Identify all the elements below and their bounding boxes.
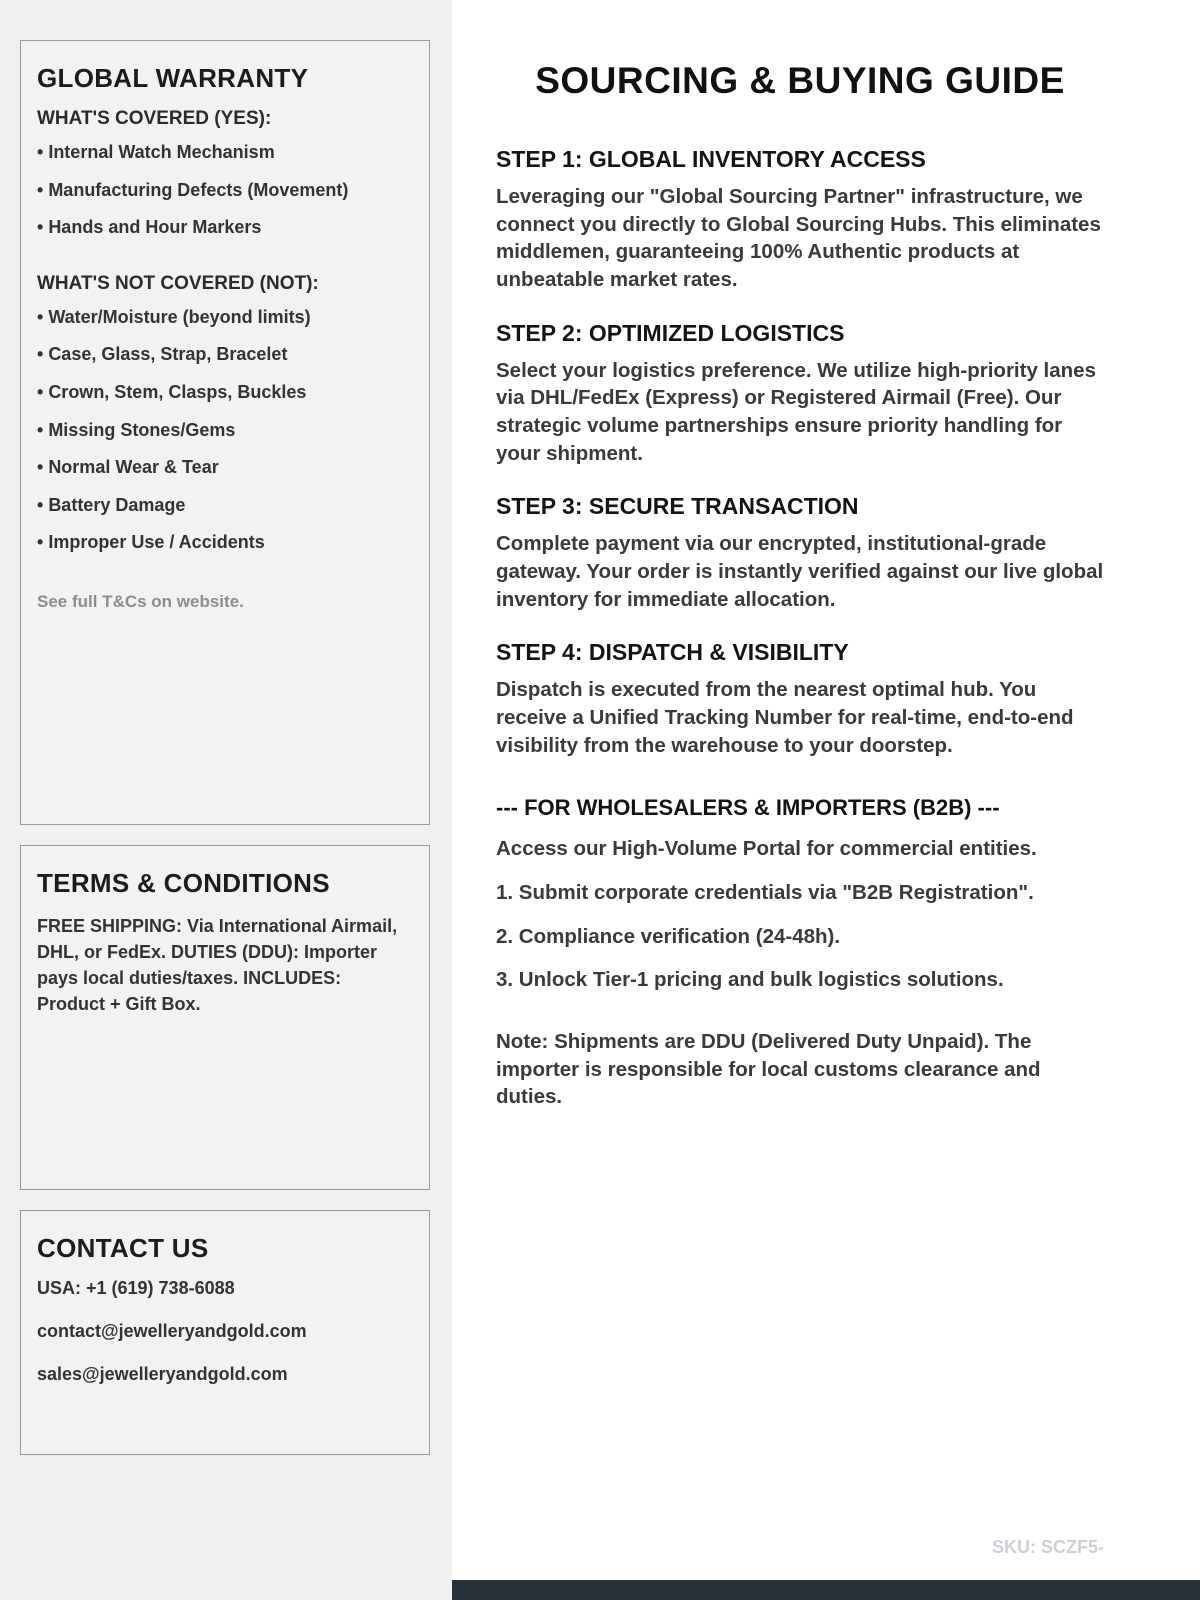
step-1-body: Leveraging our "Global Sourcing Partner" infrastructure, we connect you directly to Global Sourcing Hubs. This eliminates middlemen, guaranteeing 100% Authentic products at unbeatable market rates. xyxy=(496,185,1101,292)
warranty-not-covered-heading: WHAT'S NOT COVERED (NOT): xyxy=(37,272,319,294)
warranty-not-covered-list xyxy=(37,307,413,554)
list-item: • Battery Damage xyxy=(37,495,413,517)
step-1 xyxy=(496,146,1104,294)
footer-bar xyxy=(452,1580,1200,1600)
b2b-item-2: 2. Compliance verification (24-48h). xyxy=(496,924,841,948)
warranty-covered-list xyxy=(37,142,413,239)
step-3-body: Complete payment via our encrypted, institutional-grade gateway. Your order is instantly verified against our live global inventory for immediate allocation. xyxy=(496,532,1104,611)
step-1-heading: STEP 1: GLOBAL INVENTORY ACCESS xyxy=(496,146,926,172)
step-4-body: Dispatch is executed from the nearest optimal hub. You receive a Unified Tracking Number for real-time, end-to-end visibility from the warehouse to your doorstep. xyxy=(496,678,1074,757)
terms-box xyxy=(20,845,430,1190)
contact-email: contact@jewelleryandgold.com xyxy=(37,1321,307,1341)
contact-title: CONTACT US xyxy=(37,1233,209,1263)
warranty-footnote: See full T&Cs on website. xyxy=(37,591,244,611)
list-item: • Hands and Hour Markers xyxy=(37,217,413,239)
step-3 xyxy=(496,493,1104,613)
sales-email: sales@jewelleryandgold.com xyxy=(37,1364,288,1384)
b2b-intro: Access our High-Volume Portal for commercial entities. xyxy=(496,837,1037,861)
list-item: • Normal Wear & Tear xyxy=(37,457,413,479)
step-2-body: Select your logistics preference. We utilize high-priority lanes via DHL/FedEx (Express) or Registered Airmail (Free). Our strategic volume partnerships ensure priority handling for your shipment. xyxy=(496,358,1096,465)
step-4-heading: STEP 4: DISPATCH & VISIBILITY xyxy=(496,639,849,666)
b2b-item-1: 1. Submit corporate credentials via "B2B Registration". xyxy=(496,881,1034,905)
b2b-section xyxy=(496,795,1104,1111)
list-item: • Manufacturing Defects (Movement) xyxy=(37,180,413,202)
b2b-item-3: 3. Unlock Tier-1 pricing and bulk logistics solutions. xyxy=(496,968,1004,992)
step-2 xyxy=(496,320,1104,468)
list-item: • Crown, Stem, Clasps, Buckles xyxy=(37,382,413,404)
main-content xyxy=(452,0,1200,1600)
list-item: • Case, Glass, Strap, Bracelet xyxy=(37,344,413,366)
list-item: • Missing Stones/Gems xyxy=(37,420,413,442)
list-item: • Water/Moisture (beyond limits) xyxy=(37,307,413,329)
step-2-heading: STEP 2: OPTIMIZED LOGISTICS xyxy=(496,319,845,346)
terms-title: TERMS & CONDITIONS xyxy=(37,868,330,898)
sku-label: SKU: SCZF5- xyxy=(992,1537,1104,1557)
warranty-covered-heading: WHAT'S COVERED (YES): xyxy=(37,108,272,129)
list-item: • Improper Use / Accidents xyxy=(37,532,413,554)
step-3-heading: STEP 3: SECURE TRANSACTION xyxy=(496,493,859,520)
list-item: • Internal Watch Mechanism xyxy=(37,142,413,164)
page-title: SOURCING & BUYING GUIDE xyxy=(535,60,1065,101)
contact-phone: USA: +1 (619) 738-6088 xyxy=(37,1278,235,1298)
b2b-heading: --- FOR WHOLESALERS & IMPORTERS (B2B) --- xyxy=(496,795,1000,821)
contact-box xyxy=(20,1210,430,1455)
warranty-box xyxy=(20,40,430,825)
terms-body: FREE SHIPPING: Via International Airmail, DHL, or FedEx. DUTIES (DDU): Importer pays local duties/taxes. INCLUDES: Product + Gift Box. xyxy=(37,916,398,1015)
b2b-note: Note: Shipments are DDU (Delivered Duty Unpaid). The importer is responsible for local customs clearance and duties. xyxy=(496,1030,1041,1109)
sidebar xyxy=(0,0,452,1600)
step-4 xyxy=(496,639,1104,759)
warranty-title: GLOBAL WARRANTY xyxy=(37,63,309,93)
